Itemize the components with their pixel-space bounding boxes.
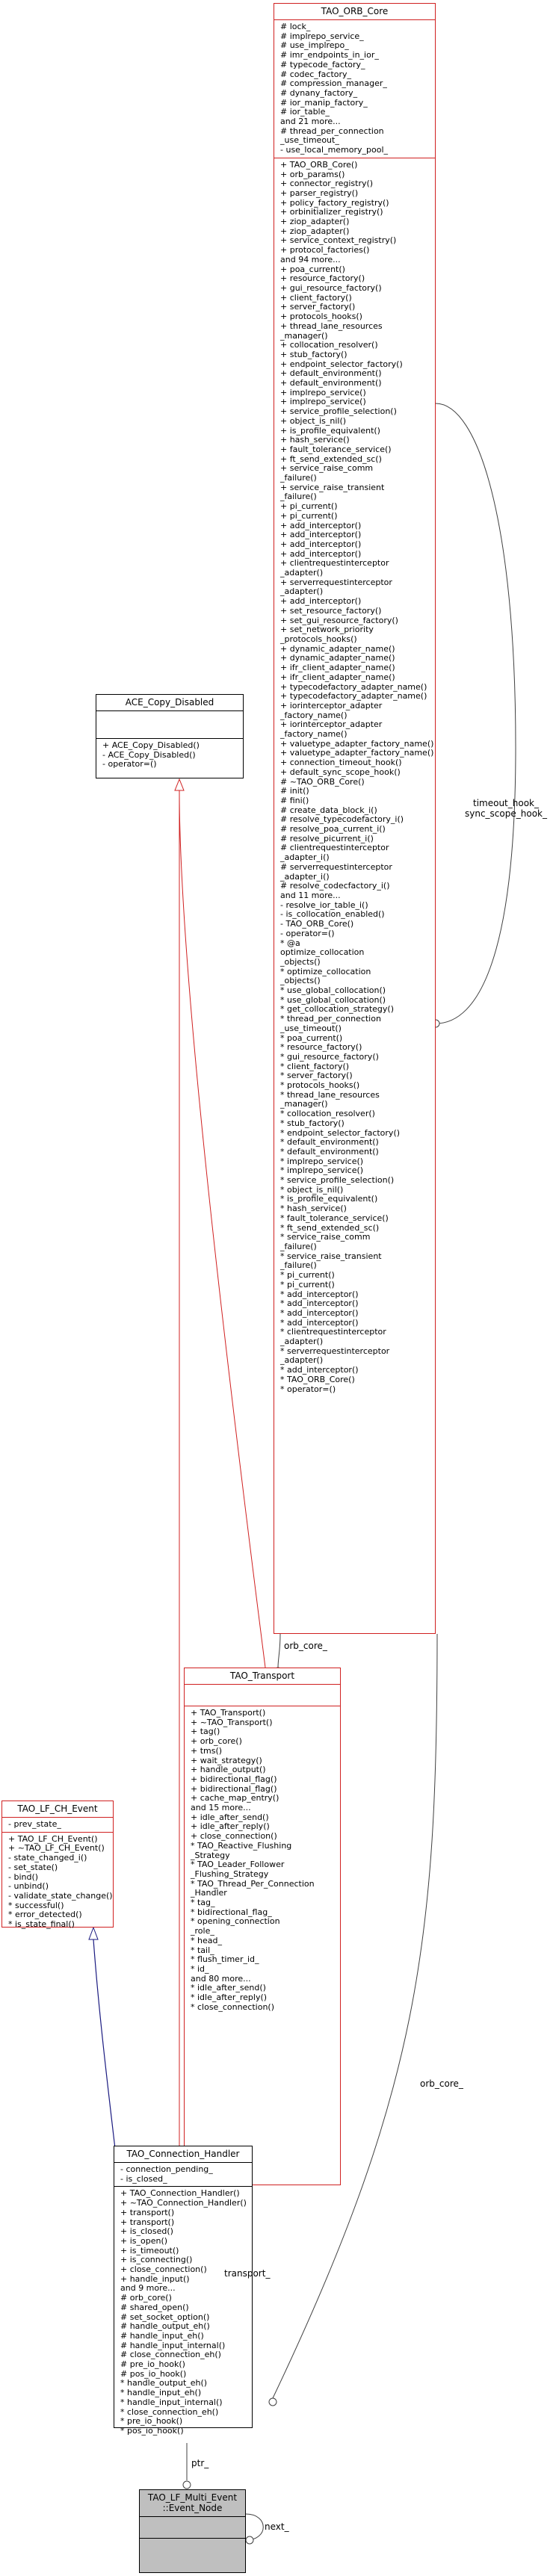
member-line: * hash_service() [280,1204,347,1214]
member-line: * fault_tolerance_service() [280,1213,389,1223]
member-line: * default_environment() [280,1137,379,1148]
member-line: + ~TAO_LF_CH_Event() [8,1843,105,1854]
member-line: _role_ [191,1926,214,1936]
member-line: + default_environment() [280,378,382,388]
member-line: + ziop_adapter() [280,226,350,236]
member-line: + is_connecting() [120,2255,193,2265]
label-transport-orb-core: orb_core_ [284,1641,327,1651]
member-line: + is_open() [120,2235,168,2246]
attribute-list [274,20,435,158]
member-line: _failure() [280,1242,317,1251]
class-title: TAO_ORB_Core [274,4,435,20]
member-line: - is_collocation_enabled() [280,909,385,920]
member-line: + object_is_nil() [280,415,347,426]
member-line: + valuetype_adapter_factory_name() [280,738,434,749]
member-line: # handle_input_internal() [120,2340,226,2350]
operation-list [96,739,243,772]
member-line: _protocols_hooks() [280,634,357,644]
member-line: + orb_core() [191,1736,242,1747]
member-line: * idle_after_reply() [191,1993,268,2003]
member-line: + ziop_adapter() [280,217,350,227]
member-line: + bidirectional_flag() [191,1783,277,1794]
member-line: + idle_after_reply() [191,1821,270,1832]
class-event-node [139,2489,246,2573]
member-line: + ifr_client_adapter_name() [280,663,395,673]
member-line: * flush_timer_id_ [191,1954,259,1965]
member-line: + cache_map_entry() [191,1793,279,1803]
member-line: * get_collocation_strategy() [280,1004,395,1015]
member-line: - connection_pending_ [120,2164,213,2174]
member-line: * tail_ [191,1945,214,1955]
member-line: + bidirectional_flag() [191,1774,277,1784]
member-line: + TAO_Connection_Handler() [120,2188,240,2199]
member-line: and 80 more... [191,1973,251,1984]
member-line: * stub_factory() [280,1118,345,1128]
class-tao-transport [184,1668,341,2185]
member-line: * TAO_ORB_Core() [280,1374,355,1384]
member-line: - prev_state_ [8,1819,61,1829]
member-line: + dynamic_adapter_name() [280,643,395,654]
member-line: _factory_name() [280,729,348,740]
member-line: _Strategy [191,1850,230,1860]
member-line: + service_raise_comm [280,463,374,474]
member-line: + connector_registry() [280,179,374,189]
member-line: * use_global_collocation() [280,985,386,996]
member-line: + set_resource_factory() [280,605,382,616]
member-line: _factory_name() [280,710,348,720]
member-line: # pos_io_hook() [120,2368,187,2379]
member-line: + server_factory() [280,302,356,312]
member-line: * protocols_hooks() [280,1080,360,1091]
attribute-list [96,711,243,739]
operation-list [2,1833,113,1932]
member-line: _Handler [191,1888,227,1898]
member-line: * is_profile_equivalent() [280,1194,378,1204]
member-line: * successful() [8,1900,64,1910]
member-line: + ft_send_extended_sc() [280,453,382,464]
member-line: - is_closed_ [120,2173,167,2184]
member-line: # create_data_block_i() [280,805,377,815]
member-line: and 9 more... [120,2283,176,2294]
member-line: - operator=() [280,928,335,938]
operation-list [185,1706,340,2015]
member-line: + protocols_hooks() [280,312,362,322]
member-line: # ~TAO_ORB_Core() [280,776,365,787]
member-line: + clientrequestinterceptor [280,558,389,569]
member-line: _use_timeout() [280,1023,342,1033]
member-line: * close_connection() [191,2001,275,2012]
member-line: * endpoint_selector_factory() [280,1127,401,1138]
member-line: - set_state() [8,1862,58,1872]
member-line: + endpoint_selector_factory() [280,359,403,369]
member-line: - validate_state_change() [8,1890,113,1901]
member-line: # resolve_poa_current_i() [280,824,386,835]
member-line: # use_implrepo_ [280,40,349,51]
attribute-list [185,1685,340,1706]
member-line: - use_local_memory_pool_ [280,145,389,155]
member-line: # serverrequestinterceptor [280,861,392,872]
member-line: + is_profile_equivalent() [280,425,380,436]
member-line: * implrepo_service() [280,1165,364,1176]
member-line: # shared_open() [120,2302,189,2312]
member-line: # close_connection_eh() [120,2350,221,2360]
member-line: * error_detected() [8,1910,82,1920]
member-line: * id_ [191,1963,209,1974]
member-line: optimize_collocation [280,947,365,958]
attribute-list [140,2517,245,2539]
member-line: + pi_current() [280,510,338,521]
member-line: * add_interceptor() [280,1317,359,1328]
member-line: + parser_registry() [280,188,359,198]
label-handler-orb-core: orb_core_ [420,2078,463,2089]
member-line: + service_profile_selection() [280,406,397,417]
member-line: * close_connection_eh() [120,2406,219,2417]
node-ptr-edge-end [183,2481,191,2489]
class-title: TAO_Transport [185,1668,340,1685]
member-line: # init() [280,786,309,796]
member-line: + pi_current() [280,501,338,512]
member-line: * head_ [191,1935,222,1945]
member-line: + poa_current() [280,264,345,274]
member-line: and 94 more... [280,254,341,264]
member-line: + wait_strategy() [191,1755,262,1765]
member-line: + iorinterceptor_adapter [280,700,383,710]
member-line: + add_interceptor() [280,548,362,559]
operation-list [274,158,435,1396]
member-line: # handle_output_eh() [120,2321,210,2332]
member-line: * handle_output_eh() [120,2378,208,2388]
member-line: * bidirectional_flag_ [191,1907,272,1917]
member-line: + close_connection() [191,1831,277,1842]
member-line: + TAO_LF_CH_Event() [8,1833,98,1844]
member-line: and 21 more... [280,117,341,127]
member-line: + service_context_registry() [280,235,397,246]
member-line: + orb_params() [280,169,345,179]
member-line: # ior_manip_factory_ [280,97,368,108]
member-line: + add_interceptor() [280,539,362,549]
member-line: * handle_input_eh() [120,2388,202,2398]
class-tao-lf-ch-event [1,1801,114,1928]
member-line: _manager() [280,1099,328,1109]
member-line: * optimize_collocation [280,966,371,976]
member-line: * service_raise_comm [280,1232,371,1242]
member-line: * object_is_nil() [280,1184,344,1195]
member-line: _adapter() [280,568,324,578]
member-line: + handle_input() [120,2273,190,2284]
member-line: - TAO_ORB_Core() [280,919,354,929]
member-line: # thread_per_connection [280,126,384,136]
member-line: * add_interceptor() [280,1289,359,1299]
member-line: * add_interceptor() [280,1298,359,1309]
member-line: + transport() [120,2217,175,2227]
member-line: _failure() [280,492,317,502]
node-next-edge-end [246,2536,253,2544]
member-line: * poa_current() [280,1032,343,1043]
operation-list [140,2539,245,2560]
connection-handler [114,2146,253,2436]
member-line: # resolve_codecfactory_i() [280,881,390,891]
member-line: + transport() [120,2207,175,2217]
member-line: # handle_input_eh() [120,2330,204,2341]
member-line: * add_interceptor() [280,1307,359,1318]
member-line: + add_interceptor() [280,530,362,540]
member-line: + idle_after_send() [191,1812,269,1822]
member-line: _objects() [280,956,321,967]
member-line: + thread_lane_resources [280,321,383,331]
member-line: * server_factory() [280,1071,353,1081]
class-tao-orb-core [274,3,436,1634]
member-line: * serverrequestinterceptor [280,1346,390,1356]
member-line: - bind() [8,1871,39,1882]
member-line: * resource_factory() [280,1042,362,1053]
member-line: * pi_current() [280,1270,335,1281]
member-line: _manager() [280,330,328,341]
member-line: * pi_current() [280,1279,335,1289]
member-line: + default_environment() [280,368,382,379]
member-line: - operator=() [102,759,157,770]
member-line: # dynany_factory_ [280,87,358,98]
member-line: _failure() [280,1260,317,1271]
member-line: # compression_manager_ [280,78,387,89]
member-line: # implrepo_service_ [280,31,364,41]
class-title: TAO_Connection_Handler [114,2146,252,2163]
member-line: # pre_io_hook() [120,2359,185,2370]
orb-core-self-edge [436,403,516,1024]
member-line: - unbind() [8,1881,49,1892]
member-line: + gui_resource_factory() [280,282,382,293]
class-title: TAO_LF_Multi_Event ::Event_Node [140,2490,245,2517]
member-line: _use_timeout_ [280,135,339,146]
member-line: + typecodefactory_adapter_name() [280,691,427,702]
member-line: * client_factory() [280,1061,350,1071]
attribute-list [2,1818,113,1833]
member-line: + implrepo_service() [280,397,366,407]
member-line: + TAO_Transport() [191,1708,266,1718]
member-line: + client_factory() [280,292,352,303]
member-line: * pos_io_hook() [120,2425,184,2436]
member-line: _adapter_i() [280,852,330,863]
member-line: + add_interceptor() [280,596,362,607]
member-line: * default_environment() [280,1146,379,1157]
member-line: - resolve_ior_table_i() [280,900,368,910]
class-ace-copy-disabled [96,694,244,778]
member-line: * operator=() [280,1384,336,1394]
member-line: + fault_tolerance_service() [280,444,392,454]
member-line: * TAO_Leader_Follower [191,1860,285,1870]
member-line: + policy_factory_registry() [280,197,389,208]
class-title: TAO_LF_CH_Event [2,1801,113,1818]
member-line: # set_socket_option() [120,2312,210,2322]
member-line: # resolve_typecodefactory_i() [280,814,404,825]
member-line: * handle_input_internal() [120,2397,223,2407]
member-line: * idle_after_send() [191,1983,266,1993]
member-line: + orbinitializer_registry() [280,207,383,217]
member-line: + serverrequestinterceptor [280,577,392,587]
member-line: # fini() [280,795,309,805]
member-line: + ACE_Copy_Disabled() [102,740,200,750]
ace-to-transport-generalization [179,790,265,1668]
member-line: * @a [280,938,300,948]
member-line: + valuetype_adapter_factory_name() [280,748,434,758]
member-line: _adapter() [280,1355,324,1366]
label-transport: transport_ [224,2268,271,2279]
member-line: + connection_timeout_hook() [280,758,402,768]
member-line: * use_global_collocation() [280,994,386,1005]
member-line: + is_timeout() [120,2245,179,2255]
member-line: and 15 more... [191,1803,251,1813]
member-line: # clientrequestinterceptor [280,843,389,853]
member-line: # typecode_factory_ [280,59,365,69]
member-line: _adapter() [280,1337,324,1347]
member-line: + service_raise_transient [280,482,385,492]
member-line: * ft_send_extended_sc() [280,1222,380,1233]
member-line: * implrepo_service() [280,1156,364,1166]
member-line: # ior_table_ [280,107,330,117]
member-line: + ~TAO_Transport() [191,1717,273,1727]
member-line: + resource_factory() [280,273,365,284]
member-line: + tms() [191,1745,223,1756]
member-line: + set_network_priority [280,625,374,635]
member-line: * thread_lane_resources [280,1089,380,1100]
member-line: + stub_factory() [280,349,348,359]
member-line: + collocation_resolver() [280,340,378,350]
member-line: * opening_connection [191,1916,280,1927]
member-line: + tag() [191,1727,220,1737]
member-line: and 11 more... [280,890,341,900]
transport-orb-core-edge [278,1634,280,1668]
class-title: ACE_Copy_Disabled [96,695,243,711]
member-line: * add_interceptor() [280,1365,359,1375]
label-timeout-hook: timeout_hook_ sync_scope_hook_ [465,798,547,819]
label-ptr: ptr_ [191,2458,209,2468]
member-line: + iorinterceptor_adapter [280,719,383,730]
member-line: + hash_service() [280,435,350,445]
member-line: * pre_io_hook() [120,2416,183,2427]
handler-orb-core-edge-end [269,2398,277,2406]
member-line: + set_gui_resource_factory() [280,615,398,625]
member-line: * service_raise_transient [280,1251,382,1261]
member-line: # orb_core() [120,2293,172,2303]
member-line: # lock_ [280,22,311,31]
member-line: _adapter() [280,586,324,597]
member-line: * thread_per_connection [280,1014,381,1024]
ace-generalization-arrowhead [175,779,184,790]
member-line: _Flushing_Strategy [191,1868,269,1879]
member-line: + typecodefactory_adapter_name() [280,681,427,692]
label-next: next_ [265,2521,289,2532]
member-line: * service_profile_selection() [280,1175,395,1186]
member-line: # resolve_picurrent_i() [280,833,374,843]
member-line: - state_changed_i() [8,1853,87,1863]
member-line: + ~TAO_Connection_Handler() [120,2198,247,2208]
member-line: + add_interceptor() [280,520,362,530]
member-line: + protocol_factories() [280,245,370,256]
member-line: # imr_endpoints_in_ior_ [280,50,379,61]
member-line: * gui_resource_factory() [280,1051,379,1062]
member-line: + TAO_ORB_Core() [280,159,358,170]
member-line: * tag_ [191,1898,215,1908]
member-line: * TAO_Thread_Per_Connection [191,1878,315,1889]
member-line: _failure() [280,473,317,483]
member-line: + implrepo_service() [280,387,366,397]
member-line: + dynamic_adapter_name() [280,653,395,663]
member-line: - ACE_Copy_Disabled() [102,749,196,760]
member-line: _adapter_i() [280,871,330,882]
member-line: # codec_factory_ [280,69,352,79]
member-line: _objects() [280,976,321,986]
attribute-list [114,2163,252,2187]
member-line: + close_connection() [120,2264,207,2275]
operation-list [114,2187,252,2438]
member-line: + is_closed() [120,2226,173,2237]
member-line: * collocation_resolver() [280,1109,375,1119]
member-line: * TAO_Reactive_Flushing [191,1840,292,1851]
member-line: * clientrequestinterceptor [280,1327,386,1337]
member-line: * is_state_final() [8,1919,75,1930]
member-line: + ifr_client_adapter_name() [280,672,395,682]
member-line: + handle_output() [191,1765,266,1775]
member-line: + default_sync_scope_hook() [280,767,401,777]
